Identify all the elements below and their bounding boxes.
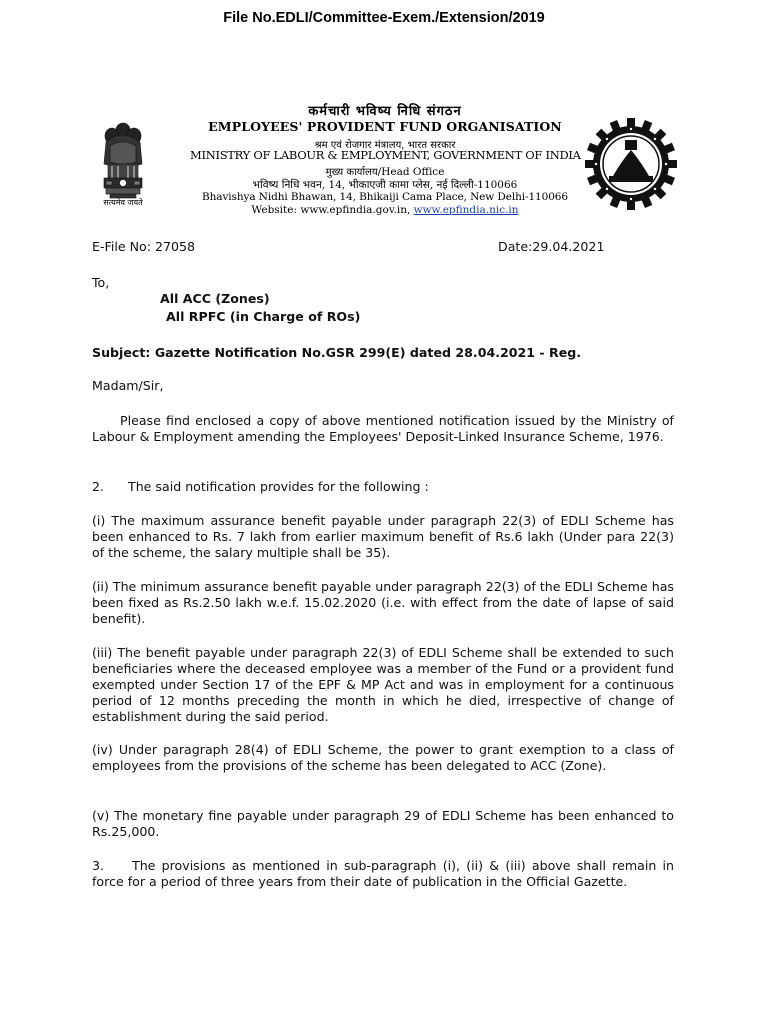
letter-date: Date:29.04.2021: [498, 239, 605, 254]
efile-number: E-File No: 27058: [92, 239, 196, 254]
org-name: EMPLOYEES' PROVIDENT FUND ORGANISATION: [208, 119, 562, 134]
file-number-header: File No.EDLI/Committee-Exem./Extension/2019: [223, 10, 545, 26]
national-emblem-icon: [98, 120, 148, 208]
website-prefix: Website: www.epfindia.gov.in,: [251, 204, 414, 216]
ministry-hindi: श्रम एवं रोजगार मंत्रालय, भारत सरकार: [314, 140, 456, 151]
head-office-hindi: मुख्य कार्यालय: [325, 167, 378, 178]
point-v: (v) The monetary fine payable under paragraph 29 of EDLI Scheme has been enhanced to Rs.25,000.: [92, 808, 674, 839]
website-link[interactable]: www.epfindia.nic.in: [413, 204, 519, 216]
org-name-hindi: कर्मचारी भविष्य निधि संगठन: [308, 104, 462, 119]
paragraph-2: [92, 479, 674, 495]
ministry-name: MINISTRY OF LABOUR & EMPLOYMENT, GOVERNMENT OF INDIA: [190, 148, 581, 162]
paragraph-number: 2.: [92, 479, 105, 494]
website-line: [190, 204, 580, 216]
emblem-motto: सत्यमेव जयते: [103, 198, 143, 207]
to-label: To,: [92, 275, 110, 290]
paragraph-number: 3.: [92, 858, 105, 873]
point-iii: (iii) The benefit payable under paragraph 22(3) of EDLI Scheme shall be extended to such beneficiaries where the deceased employee was a member of the Fund or a provident fund exempted under Section 17 of the EPF & MP Act and was in employment for a continuous period of 12 months preceding the month in which he died, irrespective of change of establishment during the said period.: [92, 645, 674, 724]
address: Bhavishya Nidhi Bhawan, 14, Bhikaiji Cama Place, New Delhi-110066: [202, 191, 568, 203]
salutation: Madam/Sir,: [92, 378, 164, 393]
addressee-rpfc: All RPFC (in Charge of ROs): [166, 309, 361, 324]
paragraph-3: [92, 858, 674, 890]
intro-paragraph: Please find enclosed a copy of above mentioned notification issued by the Ministry of Labour & Employment amending the Employees' Deposit-Linked Insurance Scheme, 1976.: [92, 413, 674, 444]
head-office-line: [190, 164, 580, 178]
point-i: (i) The maximum assurance benefit payable under paragraph 22(3) of EDLI Scheme has been enhanced to Rs. 7 lakh from earlier maximum benefit of Rs.6 lakh (Under para 22(3) of the scheme, the salary multiple shall be 35).: [92, 513, 674, 560]
paragraph-text: The provisions as mentioned in sub-paragraph (i), (ii) & (iii) above shall remain in force for a period of three years from their date of publication in the Official Gazette.: [92, 858, 674, 889]
epfo-logo-icon: [585, 118, 677, 210]
point-ii: (ii) The minimum assurance benefit payable under paragraph 22(3) of the EDLI Scheme has been fixed as Rs.2.50 lakh w.e.f. 15.02.2020 (i.e. with effect from the date of lapse of said benefit).: [92, 579, 674, 626]
head-office-label: /Head Office: [377, 166, 445, 178]
subject-line: Subject: Gazette Notification No.GSR 299(E) dated 28.04.2021 - Reg.: [92, 345, 582, 360]
point-iv: (iv) Under paragraph 28(4) of EDLI Scheme, the power to grant exemption to a class of employees from the provisions of the scheme has been delegated to ACC (Zone).: [92, 742, 674, 773]
paragraph-text: The said notification provides for the following :: [128, 479, 429, 494]
addressee-acc: All ACC (Zones): [160, 291, 270, 306]
address-hindi: भविष्य निधि भवन, 14, भीकाएजी कामा प्लेस, नई दिल्ली-110066: [252, 179, 518, 191]
